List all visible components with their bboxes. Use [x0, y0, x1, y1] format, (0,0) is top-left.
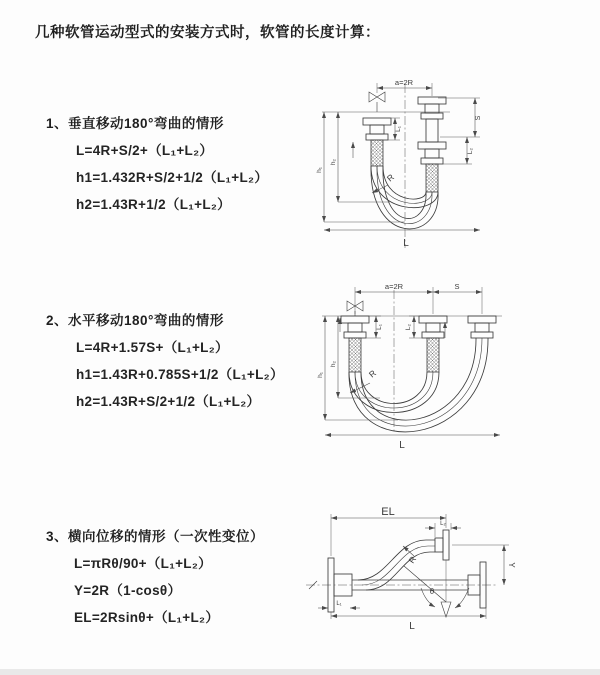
dim-a2r: [355, 282, 482, 314]
braided-hose-section: [426, 164, 438, 192]
page-title: 几种软管运动型式的安装方式时，软管的长度计算：: [35, 25, 380, 41]
angle-theta-construction: [404, 560, 469, 617]
dim-label-h2: h₂: [330, 360, 337, 368]
diagram-lateral-displacement: [300, 490, 600, 650]
section-3-heading: 3、横向位移的情形（一次性变位）: [46, 529, 265, 544]
pipe-assembly-left: [363, 118, 391, 166]
dim-label-s: S: [454, 282, 460, 291]
dim-l2: [405, 316, 423, 338]
dim-l: [331, 608, 486, 632]
valve-icon: [369, 92, 385, 112]
dim-label-theta: θ: [429, 587, 435, 596]
section-3-formula-Y: Y=2R（1-cosθ）: [74, 583, 182, 598]
hose-u-bend-curves: [349, 338, 488, 432]
dim-y: [452, 545, 516, 585]
dim-h1: [316, 112, 405, 222]
dim-label-y: Y: [507, 562, 516, 568]
dim-l: [325, 435, 500, 451]
dim-label-l: L: [409, 621, 415, 632]
pipe-assembly-left: [341, 316, 369, 372]
dim-label-a2r: a=2R: [394, 78, 414, 87]
pipe-assembly-right: [468, 316, 496, 338]
section-3-formula-EL: EL=2Rsinθ+（L₁+L₂）: [74, 610, 220, 625]
dim-l: [324, 230, 480, 249]
dim-s: [433, 282, 482, 292]
flange-assembly-upper: [435, 530, 449, 560]
dim-label-h1: h₁: [316, 167, 323, 173]
section-1-formula-L: L=4R+S/2+（L₁+L₂）: [76, 143, 214, 158]
diagram-horizontal-180-bend: [310, 280, 570, 460]
page-bottom-edge: [0, 669, 600, 675]
dim-l2: [440, 137, 474, 164]
dim-label-l: L: [399, 440, 405, 451]
section-1-formula-h2: h2=1.43R+1/2（L₁+L₂）: [76, 197, 231, 212]
dim-label-h2: h₂: [330, 158, 337, 166]
dim-l1: [385, 118, 402, 140]
dim-label-l1: L₁: [336, 601, 342, 607]
dim-label-l: L: [403, 238, 409, 249]
dim-label-r: R: [384, 171, 396, 184]
section-1-heading: 1、垂直移动180°弯曲的情形: [46, 116, 224, 131]
dim-l1: [318, 601, 360, 608]
dim-label-l2: L₂: [440, 521, 446, 527]
dim-label-el: EL: [381, 506, 395, 518]
dim-label-r: R: [366, 367, 378, 380]
dim-label-s: S: [475, 115, 482, 121]
braided-hose-section: [371, 140, 383, 166]
braided-hose-section: [427, 338, 439, 372]
pipe-assembly-middle: [419, 316, 447, 372]
braided-hose-section: [349, 338, 361, 372]
dim-label-a2r: a=2R: [384, 282, 404, 291]
dim-label-l2: L₂: [405, 323, 412, 331]
section-2-formula-L: L=4R+1.57S+（L₁+L₂）: [76, 340, 229, 355]
dim-label-l1: L₁: [395, 126, 402, 132]
dim-label-l2: L₂: [467, 147, 474, 155]
dim-el: [331, 506, 446, 556]
section-2-heading: 2、水平移动180°弯曲的情形: [46, 313, 224, 328]
section-1-formula-h1: h1=1.432R+S/2+1/2（L₁+L₂）: [76, 170, 269, 185]
section-3-formula-L: L=πRθ/90+（L₁+L₂）: [74, 556, 212, 571]
section-2-formula-h2: h2=1.43R+S/2+1/2（L₁+L₂）: [76, 394, 261, 409]
dim-label-h1: h₁: [317, 372, 324, 378]
dim-label-r: R: [406, 554, 419, 566]
diagram-vertical-180-bend: [310, 70, 560, 260]
pipe-assembly-right: [418, 97, 446, 192]
section-2-formula-h1: h1=1.43R+0.785S+1/2（L₁+L₂）: [76, 367, 284, 382]
dim-label-l1: L₁: [376, 324, 383, 330]
